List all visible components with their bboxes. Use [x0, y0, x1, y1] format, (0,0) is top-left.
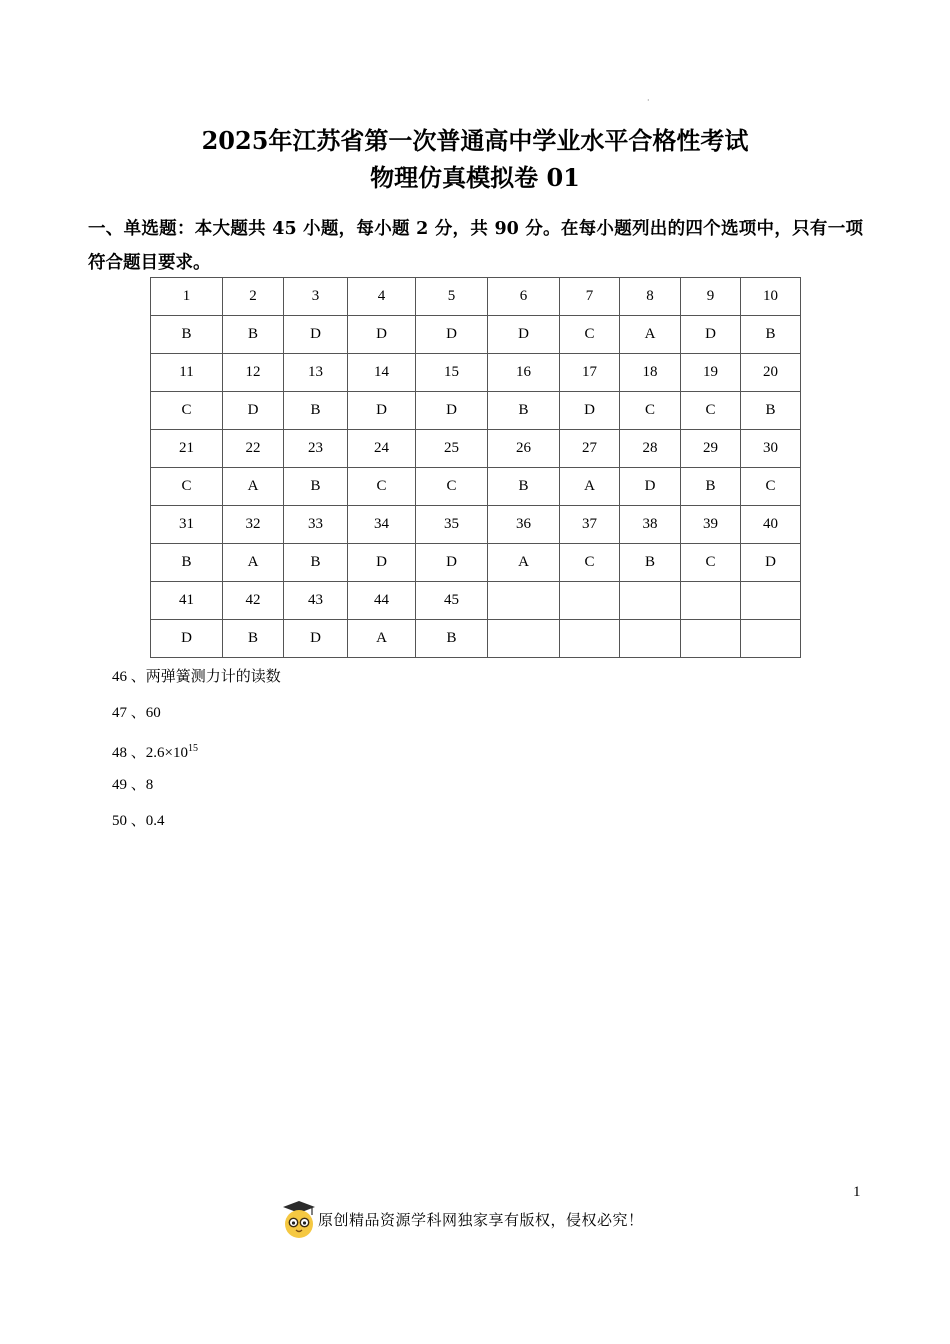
answer-cell: D [284, 316, 348, 354]
answer-cell: B [151, 316, 223, 354]
question-number-row [151, 354, 801, 392]
item-answer: 两弹簧测力计的读数 [145, 669, 281, 685]
question-number-cell: 3 [284, 278, 348, 316]
question-number-cell: 22 [223, 430, 284, 468]
answer-row [151, 392, 801, 430]
question-number-cell: 26 [488, 430, 560, 468]
question-number-cell [560, 582, 620, 620]
question-number-cell: 25 [416, 430, 488, 468]
answer-cell: C [151, 392, 223, 430]
question-number-cell: 6 [488, 278, 560, 316]
item-answer: 2.6×10 [145, 745, 188, 761]
question-number-cell: 44 [348, 582, 416, 620]
page-title-line1: 2025年江苏省第一次普通高中学业水平合格性考试 [201, 126, 749, 155]
answer-cell: D [348, 544, 416, 582]
answer-cell: B [416, 620, 488, 658]
question-number-cell: 8 [620, 278, 681, 316]
answer-cell [741, 620, 801, 658]
question-number-cell [681, 582, 741, 620]
question-number-cell: 15 [416, 354, 488, 392]
owl-mascot-icon [282, 1199, 316, 1239]
question-number-cell: 39 [681, 506, 741, 544]
fill-in-item [112, 774, 281, 810]
answer-cell: D [620, 468, 681, 506]
item-answer: 60 [145, 705, 161, 721]
answer-cell: D [284, 620, 348, 658]
fill-in-item [112, 810, 281, 846]
answer-cell [681, 620, 741, 658]
question-number-cell: 12 [223, 354, 284, 392]
answer-cell: D [348, 316, 416, 354]
answer-cell: B [284, 544, 348, 582]
footer [282, 1199, 644, 1239]
item-number: 47 [112, 705, 127, 721]
question-number-cell: 18 [620, 354, 681, 392]
section-heading: 一、单选题：本大题共 45 小题，每小题 2 分，共 90 分。在每小题列出的四个选项中，只有一项符合题目要求。 [88, 219, 863, 273]
answer-cell: B [620, 544, 681, 582]
answer-cell: D [416, 392, 488, 430]
item-exponent: 15 [187, 743, 198, 754]
question-number-cell: 45 [416, 582, 488, 620]
item-answer: 8 [145, 777, 154, 793]
answer-cell: A [488, 544, 560, 582]
item-separator: 、 [130, 669, 146, 685]
question-number-cell: 7 [560, 278, 620, 316]
page-title-line2: 物理仿真模拟卷 01 [370, 163, 580, 192]
question-number-cell: 36 [488, 506, 560, 544]
question-number-cell: 17 [560, 354, 620, 392]
question-number-row [151, 278, 801, 316]
question-number-cell [488, 582, 560, 620]
answer-cell: A [620, 316, 681, 354]
item-separator: 、 [130, 813, 146, 829]
answer-table [150, 277, 801, 658]
question-number-cell: 28 [620, 430, 681, 468]
answer-row [151, 620, 801, 658]
answer-cell: B [741, 316, 801, 354]
item-separator: 、 [130, 745, 146, 761]
answer-cell: B [488, 468, 560, 506]
question-number-cell: 34 [348, 506, 416, 544]
answer-cell: B [284, 392, 348, 430]
answer-cell: D [488, 316, 560, 354]
answer-cell: D [416, 544, 488, 582]
question-number-cell: 4 [348, 278, 416, 316]
question-number-cell: 21 [151, 430, 223, 468]
item-separator: 、 [130, 705, 146, 721]
question-number-row [151, 506, 801, 544]
question-number-cell: 41 [151, 582, 223, 620]
item-number: 50 [112, 813, 127, 829]
answer-cell: C [560, 316, 620, 354]
question-number-cell: 10 [741, 278, 801, 316]
question-number-cell: 40 [741, 506, 801, 544]
answer-cell: C [681, 544, 741, 582]
answer-row [151, 544, 801, 582]
question-number-cell: 16 [488, 354, 560, 392]
answer-cell: B [681, 468, 741, 506]
question-number-cell: 33 [284, 506, 348, 544]
answer-cell: D [560, 392, 620, 430]
answer-cell: D [348, 392, 416, 430]
answer-cell: D [681, 316, 741, 354]
item-number: 49 [112, 777, 127, 793]
question-number-row [151, 582, 801, 620]
fill-in-item [112, 666, 281, 702]
answer-cell: C [741, 468, 801, 506]
question-number-cell: 1 [151, 278, 223, 316]
answer-cell: A [348, 620, 416, 658]
question-number-cell: 2 [223, 278, 284, 316]
question-number-cell: 32 [223, 506, 284, 544]
question-number-cell: 27 [560, 430, 620, 468]
answer-cell: B [223, 620, 284, 658]
item-number: 48 [112, 745, 127, 761]
answer-cell: D [741, 544, 801, 582]
question-number-cell [620, 582, 681, 620]
question-number-cell: 38 [620, 506, 681, 544]
question-number-cell: 31 [151, 506, 223, 544]
answer-cell: A [560, 468, 620, 506]
answer-cell: B [151, 544, 223, 582]
answer-cell: C [620, 392, 681, 430]
answer-cell: C [416, 468, 488, 506]
item-separator: 、 [130, 777, 146, 793]
answer-row [151, 316, 801, 354]
answer-cell: B [284, 468, 348, 506]
answer-cell: B [488, 392, 560, 430]
answer-cell: B [223, 316, 284, 354]
question-number-row [151, 430, 801, 468]
answer-cell: A [223, 544, 284, 582]
item-number: 46 [112, 669, 127, 685]
fill-in-item [112, 738, 281, 774]
question-number-cell: 20 [741, 354, 801, 392]
question-number-cell: 14 [348, 354, 416, 392]
question-number-cell: 19 [681, 354, 741, 392]
answer-cell: C [681, 392, 741, 430]
question-number-cell: 9 [681, 278, 741, 316]
answer-cell: D [151, 620, 223, 658]
question-number-cell: 35 [416, 506, 488, 544]
answer-cell: C [560, 544, 620, 582]
fill-in-answers [112, 666, 281, 846]
question-number-cell: 24 [348, 430, 416, 468]
item-answer: 0.4 [145, 813, 165, 829]
answer-cell: C [151, 468, 223, 506]
page-number: 1 [853, 1184, 861, 1200]
answer-cell [620, 620, 681, 658]
answer-cell: A [223, 468, 284, 506]
question-number-cell: 13 [284, 354, 348, 392]
question-number-cell: 11 [151, 354, 223, 392]
question-number-cell: 30 [741, 430, 801, 468]
answer-row [151, 468, 801, 506]
fill-in-item [112, 702, 281, 738]
question-number-cell: 29 [681, 430, 741, 468]
copyright-notice: 原创精品资源学科网独家享有版权，侵权必究！ [318, 1210, 644, 1229]
answer-cell: B [741, 392, 801, 430]
question-number-cell: 37 [560, 506, 620, 544]
answer-cell [560, 620, 620, 658]
question-number-cell [741, 582, 801, 620]
page-marker-dot: · [647, 96, 650, 105]
answer-cell: D [416, 316, 488, 354]
answer-cell: C [348, 468, 416, 506]
question-number-cell: 43 [284, 582, 348, 620]
question-number-cell: 42 [223, 582, 284, 620]
question-number-cell: 5 [416, 278, 488, 316]
question-number-cell: 23 [284, 430, 348, 468]
answer-cell [488, 620, 560, 658]
answer-cell: D [223, 392, 284, 430]
